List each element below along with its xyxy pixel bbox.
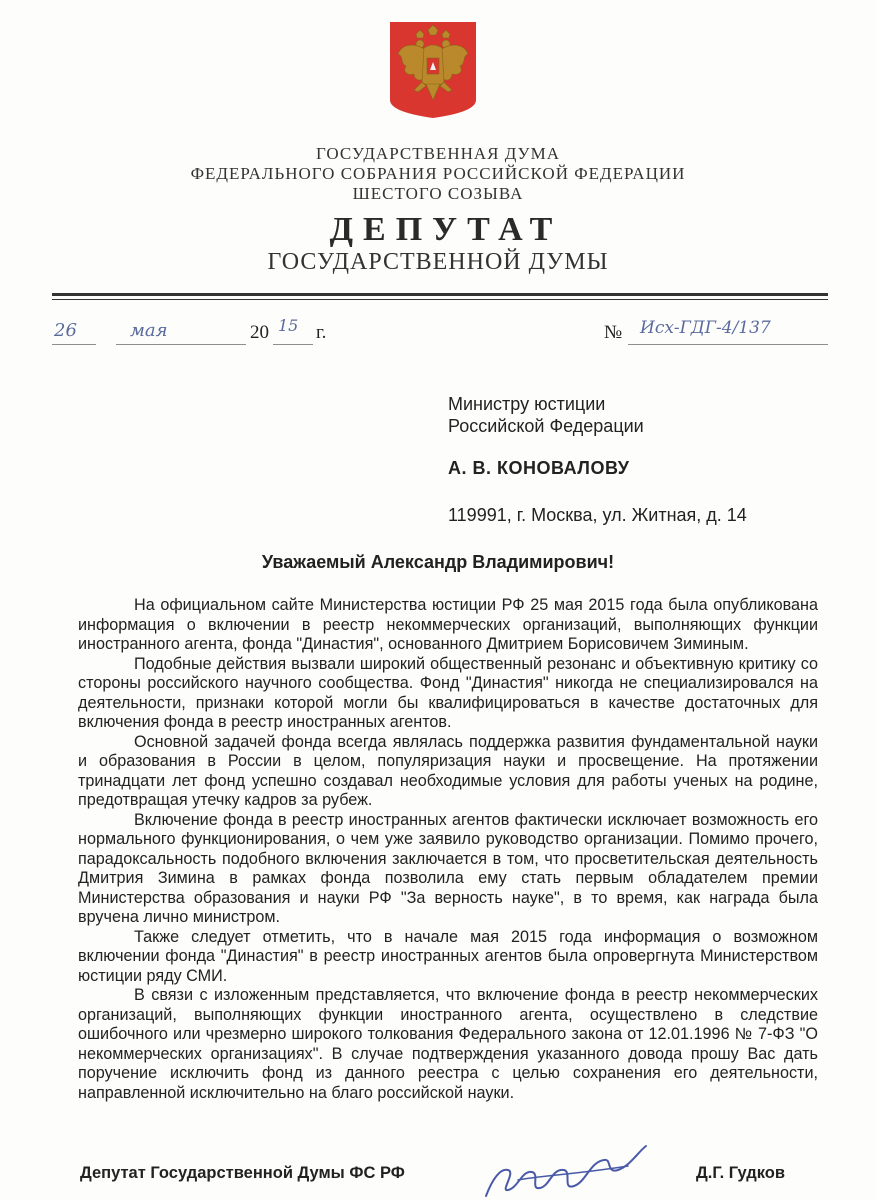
header-line-2: ФЕДЕРАЛЬНОГО СОБРАНИЯ РОССИЙСКОЙ ФЕДЕРАЦИИ [190,164,686,183]
state-emblem-icon [388,20,478,120]
letterhead-subtitle: ГОСУДАРСТВЕННОЙ ДУМЫ [267,249,609,275]
date-day: 26 [54,320,77,341]
greeting: Уважаемый Александр Владимирович! [261,552,615,572]
paragraph-1: На официальном сайте Министерства юстиции РФ 25 мая 2015 года была опубликована информация о включении в реестр некоммерческих организаций, выполняющих функции иностранного агента, фонда "Династия", основанного Дмитрием Борисовичем Зиминым. [78,596,818,653]
date-year-unit: г. [316,322,327,343]
header-line-1: ГОСУДАРСТВЕННАЯ ДУМА [316,144,560,163]
signature-position: Депутат Государственной Думы ФС РФ [80,1164,405,1182]
recipient-name: А. В. КОНОВАЛОВУ [448,458,630,478]
recipient-address: 119991, г. Москва, ул. Житная, д. 14 [448,505,747,525]
date-day-underline [52,344,96,345]
paragraph-3: Основной задачей фонда всегда являлась поддержка развития фундаментальной науки и образования в России в целом, популяризация науки и просвещение. На протяжении тринадцати лет фонд успешно создавал необходимые условия для работы ученых на родине, предотвращая утечку кадров за рубеж. [78,732,818,809]
recipient-line-2: Российской Федерации [448,416,644,436]
paragraph-4: Включение фонда в реестр иностранных агентов фактически исключает возможность его нормального функционирования, о чем уже заявило руководство организации. Помимо прочего, парадоксальность подобного включения заключается в том, что просветительская деятельность Дмитрия Зимина в рамках фонда позволила ему стать первым обладателем премии Министерства образования и науки РФ "За верность науке", в то время, как награда была вручена лично министром. [78,810,818,926]
recipient-line-1: Министру юстиции [448,394,606,414]
date-month: мая [130,320,168,341]
header-rule-thin [52,299,828,300]
number-underline [628,344,828,345]
date-month-underline [116,344,246,345]
paragraph-6: В связи с изложенным представляется, что включение фонда в реестр некоммерческих организаций, выполняющих функции иностранного агента, осуществлено в следствие ошибочного или чрезмерно широкого толкования Федерального закона от 12.01.1996 № 7-ФЗ "О некоммерческих организациях". В случае подтверждения указанного довода прошу Вас дать поручение исключить фонд из данного реестра с целью сохранения его деятельности, направленной исключительно на благо российской науки. [78,986,818,1102]
handwritten-signature-icon [478,1140,658,1200]
header-line-3: ШЕСТОГО СОЗЫВА [352,184,524,203]
header-rule-thick [52,293,828,296]
paragraph-2: Подобные действия вызвали широкий общественный резонанс и объективную критику со стороны российского научного сообщества. Фонд "Династия" никогда не специализировался на деятельности, признаки которой могли бы квалифицироваться в качестве достаточных для включения фонда в реестр иностранных агентов. [78,654,818,731]
paragraph-5: Также следует отметить, что в начале мая 2015 года информация о возможном включении фонда "Династия" в реестр иностранных агентов была опровергнута Министерством юстиции ряду СМИ. [78,927,818,985]
date-year-underline [273,344,313,345]
number-value: Исх-ГДГ-4/137 [640,318,771,338]
letter-body [78,596,818,1103]
date-year-prefix: 20 [250,322,269,343]
number-label: № [604,322,623,343]
letterhead-title: ДЕПУТАТ [329,211,563,248]
signature-name: Д.Г. Гудков [696,1164,786,1182]
date-year-suffix: 15 [278,316,299,335]
